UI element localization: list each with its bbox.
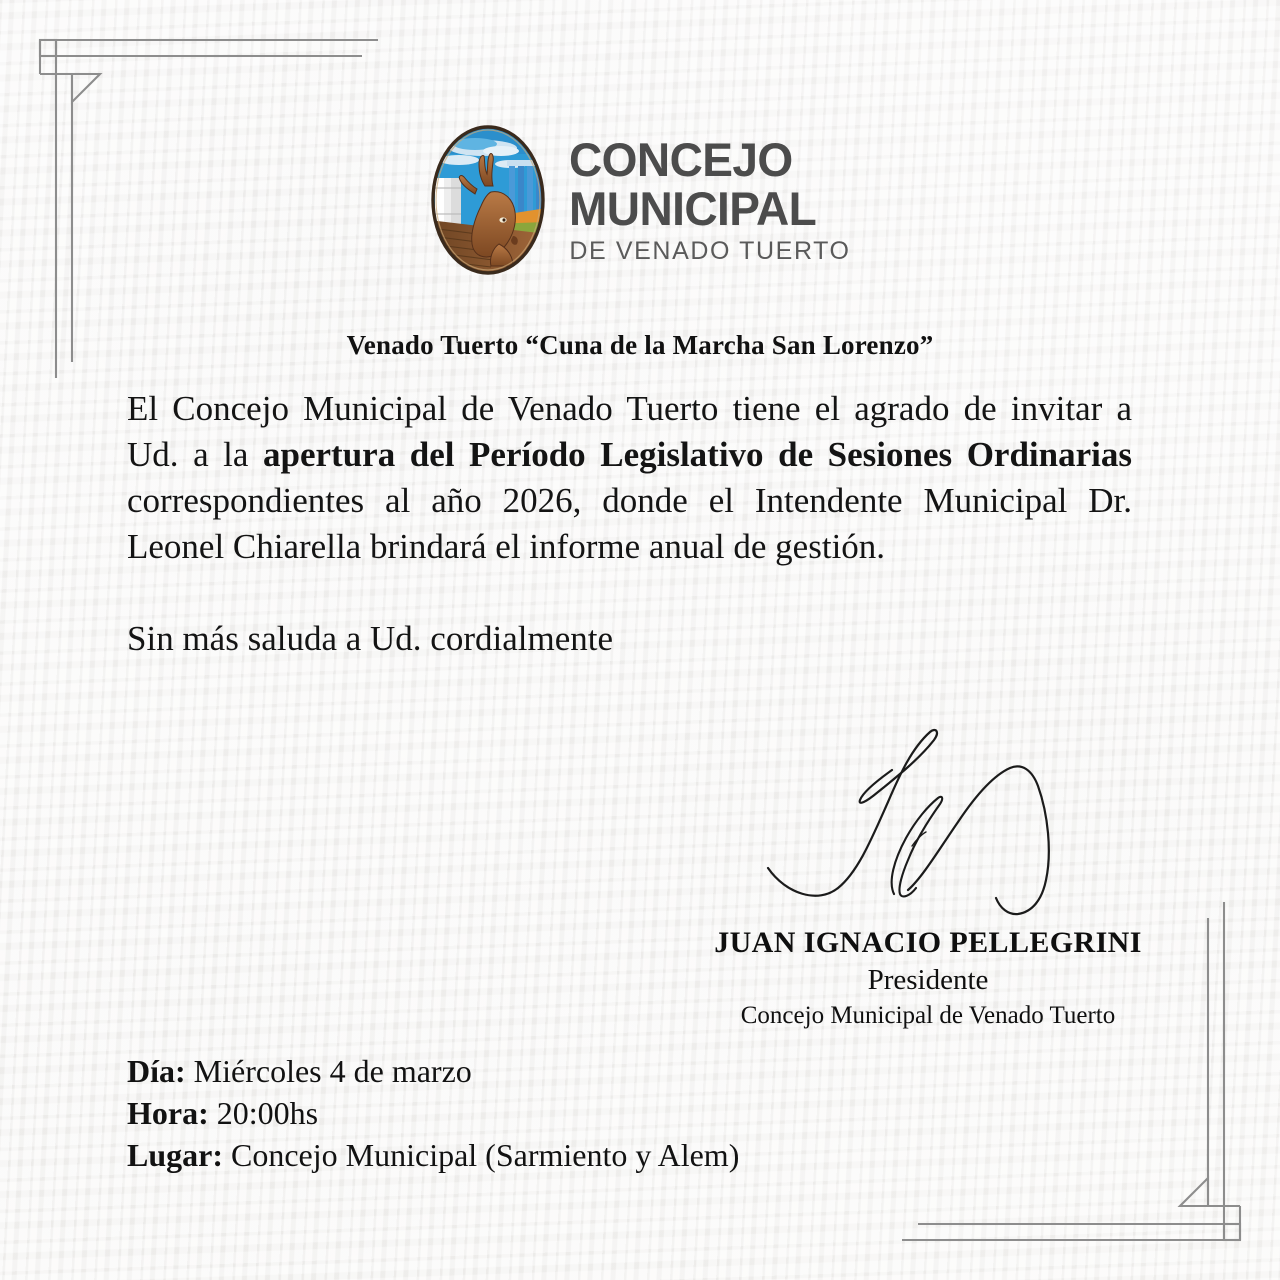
event-place-row [127, 1134, 739, 1176]
signer-organization: Concejo Municipal de Venado Tuerto [740, 1002, 1116, 1029]
handwritten-signature-icon [760, 718, 1100, 933]
paragraph-1-part-2: correspondientes al año 2026, donde el Intendente Municipal Dr. Leonel Chiarella brindará el informe anual de gestión. [127, 481, 1132, 566]
event-place-value: Concejo Municipal (Sarmiento y Alem) [231, 1137, 740, 1173]
signature-area [760, 718, 1100, 933]
city-tagline: Venado Tuerto “Cuna de la Marcha San Lorenzo” [346, 330, 934, 360]
event-time-value: 20:00hs [216, 1095, 319, 1131]
logo-text-line-3: DE VENADO TUERTO [569, 237, 851, 266]
letter-paragraph-1 [127, 386, 1132, 570]
letter-paragraph-2: Sin más saluda a Ud. cordialmente [127, 619, 613, 658]
logo-text-line-2: MUNICIPAL [569, 181, 817, 235]
event-details [127, 1050, 739, 1176]
paragraph-1-bold-phrase: apertura del Período Legislativo de Sesiones Ordinarias [263, 435, 1132, 474]
event-time-label: Hora: [127, 1095, 209, 1131]
municipal-crest-icon [429, 124, 547, 276]
organization-logo [0, 124, 1280, 276]
event-day-row [127, 1050, 739, 1092]
signer-role: Presidente [867, 964, 989, 996]
signer-block [648, 925, 1208, 1033]
signer-name: JUAN IGNACIO PELLEGRINI [714, 926, 1142, 959]
event-day-value: Miércoles 4 de marzo [193, 1053, 472, 1089]
event-day-label: Día: [127, 1053, 186, 1089]
paragraph-spacer [127, 570, 1132, 616]
event-place-label: Lugar: [127, 1137, 223, 1173]
logo-text-line-1: CONCEJO [569, 132, 794, 186]
event-time-row [127, 1092, 739, 1134]
letter-body [127, 386, 1132, 662]
paragraph-1-part-1: El Concejo Municipal de Venado Tuerto tiene el agrado de invitar a Ud. a la [127, 389, 1132, 474]
